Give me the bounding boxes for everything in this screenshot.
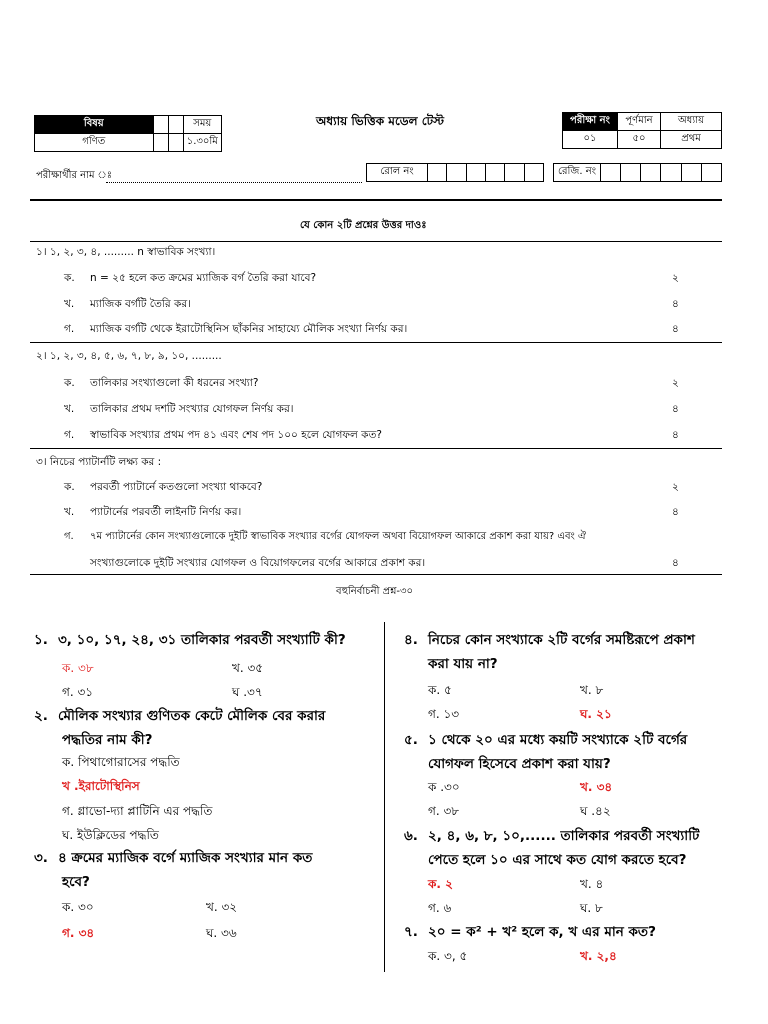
question-1a: ক. n = ২৫ হলে কত ক্রমের ম্যাজিক বর্গ তৈরি করা যাবে? bbox=[64, 272, 317, 284]
roll-box bbox=[485, 164, 504, 182]
question-2b: খ. তালিকার প্রথম দশটি সংখ্যার যোগফল নির্ণয় কর। bbox=[64, 403, 294, 415]
mcq-q5-option-b: খ. ৩৪ bbox=[580, 780, 613, 794]
question-3c: গ. ৭ম প্যাটার্নের কোন সংখ্যাগুলোকে দুইটি স্বাভাবিক সংখ্যার বর্গের যোগফল অথবা বিয়োগফল আকারে প্রকাশ করা যায়? এবং ঐ bbox=[64, 531, 587, 542]
mark: ৪ bbox=[672, 298, 679, 310]
mcq-q6-cont: পেতে হলে ১০ এর সাথে কত যোগ করতে হবে? bbox=[428, 852, 687, 868]
mcq-q4-option-c: গ. ১৩ bbox=[428, 707, 460, 721]
mcq-q4-option-d: ঘ. ২১ bbox=[580, 707, 612, 721]
mcq-q1: ১. ৩, ১০, ১৭, ২৪, ৩১ তালিকার পরবর্তী সংখ্যাটি কী? bbox=[34, 632, 346, 648]
mark: ২ bbox=[672, 377, 679, 389]
mcq-q4-option-b: খ. ৮ bbox=[580, 683, 604, 697]
blank-cell bbox=[168, 116, 183, 134]
mcq-q6: ৬. ২, ৪, ৬, ৮, ১০,...... তালিকার পরবর্তী সংখ্যাটি bbox=[404, 828, 700, 844]
mcq-q2-option-c: গ. গ্লাভো-দ্যা প্লাটিনি এর পদ্ধতি bbox=[62, 804, 213, 818]
mcq-q3-option-d: ঘ. ৩৬ bbox=[206, 926, 237, 940]
mcq-q2-cont: পদ্ধতির নাম কী? bbox=[62, 732, 153, 748]
divider bbox=[30, 199, 722, 201]
mark: ৪ bbox=[672, 429, 679, 441]
candidate-name-label: পরীক্ষার্থীর নাম ঃ bbox=[36, 170, 113, 181]
blank-cell bbox=[153, 134, 168, 152]
mcq-q6-option-d: ঘ. ৮ bbox=[580, 901, 603, 915]
question-2c: গ. স্বাভাবিক সংখ্যার প্রথম পদ ৪১ এবং শেষ পদ ১০০ হলে যোগফল কত? bbox=[64, 429, 382, 441]
roll-box bbox=[447, 164, 466, 182]
mcq-q7: ৭. ২০ = ক² + খ² হলে ক, খ এর মান কত? bbox=[404, 924, 656, 940]
mcq-q5-cont: যোগফল হিসেবে প্রকাশ করা যায়? bbox=[428, 756, 611, 772]
mcq-q5-option-d: ঘ .৪২ bbox=[580, 804, 611, 818]
exam-no-label: পরীক্ষা নং bbox=[563, 113, 618, 131]
blank-cell bbox=[153, 116, 168, 134]
instruction: যে কোন ২টি প্রশ্নের উত্তর দাওঃ bbox=[300, 220, 427, 231]
mcq-q1-option-b: খ. ৩৫ bbox=[232, 661, 264, 675]
subject-value: গণিত bbox=[35, 134, 154, 152]
question-2a: ক. তালিকার সংখ্যাগুলো কী ধরনের সংখ্যা? bbox=[64, 377, 259, 389]
mcq-q6-option-c: গ. ৬ bbox=[428, 901, 452, 915]
question-1b: খ. ম্যাজিক বর্গটি তৈরি কর। bbox=[64, 298, 191, 310]
mcq-q1-option-c: গ. ৩১ bbox=[62, 685, 94, 699]
mcq-q2: ২. মৌলিক সংখ্যার গুণিতক কেটে মৌলিক বের করার bbox=[34, 708, 326, 724]
reg-box bbox=[701, 164, 721, 182]
question-3a: ক. পরবর্তী প্যাটার্নে কতগুলো সংখ্যা থাকবে? bbox=[64, 481, 263, 493]
mcq-q2-option-a: ক. পিথাগোরাসের পদ্ধতি bbox=[62, 755, 180, 769]
mcq-q7-option-a: ক. ৩, ৫ bbox=[428, 949, 468, 963]
page-title: অধ্যায় ভিত্তিক মডেল টেস্ট bbox=[316, 114, 445, 128]
reg-box bbox=[661, 164, 681, 182]
mcq-q2-option-b: খ .ইরাটোস্থিনিস bbox=[62, 779, 140, 793]
mcq-q3: ৩. ৪ ক্রমের ম্যাজিক বর্গে ম্যাজিক সংখ্যার মান কত bbox=[34, 850, 313, 866]
reg-box bbox=[601, 164, 621, 182]
roll-box bbox=[505, 164, 524, 182]
reg-box bbox=[621, 164, 641, 182]
mcq-q7-option-b: খ. ২,৪ bbox=[580, 949, 617, 963]
roll-box bbox=[524, 164, 543, 182]
mark: ৪ bbox=[672, 403, 679, 415]
time-label: সময় bbox=[183, 116, 221, 134]
mcq-heading: বহুনির্বাচনী প্রশ্ন-৩০ bbox=[336, 586, 414, 597]
candidate-name-field bbox=[106, 182, 362, 183]
question-2-head: ২। ১, ২, ৩, ৪, ৫, ৬, ৭, ৮, ৯, ১০, ......... bbox=[36, 350, 222, 362]
full-marks-label: পূর্ণমান bbox=[618, 113, 661, 131]
reg-label: রেজি. নং bbox=[554, 164, 601, 182]
full-marks-value: ৫০ bbox=[618, 131, 661, 149]
roll-box bbox=[428, 164, 447, 182]
mark: ৪ bbox=[672, 506, 679, 518]
question-3c-cont: সংখ্যাগুলোকে দুইটি সংখ্যার যোগফল ও বিয়োগফলের বর্গের আকারে প্রকাশ কর। bbox=[90, 557, 426, 569]
reg-box bbox=[681, 164, 701, 182]
roll-table bbox=[366, 163, 544, 182]
time-value: ১.৩০মি bbox=[183, 134, 221, 152]
divider bbox=[30, 241, 722, 242]
mcq-q4-cont: করা যায় না? bbox=[428, 656, 498, 672]
mcq-q3-cont: হবে? bbox=[62, 874, 90, 890]
mark: ২ bbox=[672, 272, 679, 284]
divider bbox=[30, 342, 722, 343]
column-divider bbox=[384, 622, 385, 972]
reg-box bbox=[641, 164, 661, 182]
mcq-q5-option-a: ক .৩০ bbox=[428, 780, 460, 794]
divider bbox=[30, 448, 722, 449]
mark: ৪ bbox=[672, 323, 679, 335]
exam-no-value: ০১ bbox=[563, 131, 618, 149]
question-3b: খ. প্যাটার্নের পরবর্তী লাইনটি নির্ণয় কর। bbox=[64, 506, 242, 518]
divider bbox=[30, 574, 722, 575]
exam-info-table bbox=[562, 112, 722, 149]
subject-label: বিষয় bbox=[35, 116, 154, 134]
subject-time-table bbox=[34, 115, 222, 152]
blank-cell bbox=[168, 134, 183, 152]
mcq-q6-option-b: খ. ৪ bbox=[580, 877, 604, 891]
question-3-head: ৩। নিচের প্যাটার্নটি লক্ষ্য কর : bbox=[36, 456, 162, 468]
mcq-q5: ৫. ১ থেকে ২০ এর মধ্যে কয়টি সংখ্যাকে ২টি বর্গের bbox=[404, 732, 688, 748]
roll-box bbox=[466, 164, 485, 182]
reg-table bbox=[553, 163, 722, 182]
mcq-q4: ৪. নিচের কোন সংখ্যাকে ২টি বর্গের সমষ্টিরূপে প্রকাশ bbox=[404, 632, 695, 648]
chapter-value: প্রথম bbox=[661, 131, 722, 149]
mark: ৪ bbox=[672, 557, 679, 569]
chapter-label: অধ্যায় bbox=[661, 113, 722, 131]
mcq-q2-option-d: ঘ. ইউক্লিডের পদ্ধতি bbox=[62, 828, 159, 842]
roll-label: রোল নং bbox=[367, 164, 428, 182]
mcq-q1-option-a: ক. ৩৮ bbox=[62, 661, 94, 675]
question-1-head: ১। ১, ২, ৩, ৪, ......... n স্বাভাবিক সংখ্যা। bbox=[36, 246, 216, 258]
mcq-q3-option-a: ক. ৩০ bbox=[62, 900, 94, 914]
mcq-q5-option-c: গ. ৩৮ bbox=[428, 804, 460, 818]
mark: ২ bbox=[672, 481, 679, 493]
mcq-q3-option-c: গ. ৩৪ bbox=[62, 926, 95, 940]
mcq-q4-option-a: ক. ৫ bbox=[428, 683, 452, 697]
mcq-q1-option-d: ঘ .৩৭ bbox=[232, 685, 263, 699]
question-1c: গ. ম্যাজিক বর্গটি থেকে ইরাটোস্থিনিস ছাঁকনির সাহায্যে মৌলিক সংখ্যা নির্ণয় কর। bbox=[64, 323, 408, 335]
mcq-q3-option-b: খ. ৩২ bbox=[206, 900, 238, 914]
mcq-q6-option-a: ক. ২ bbox=[428, 877, 453, 891]
